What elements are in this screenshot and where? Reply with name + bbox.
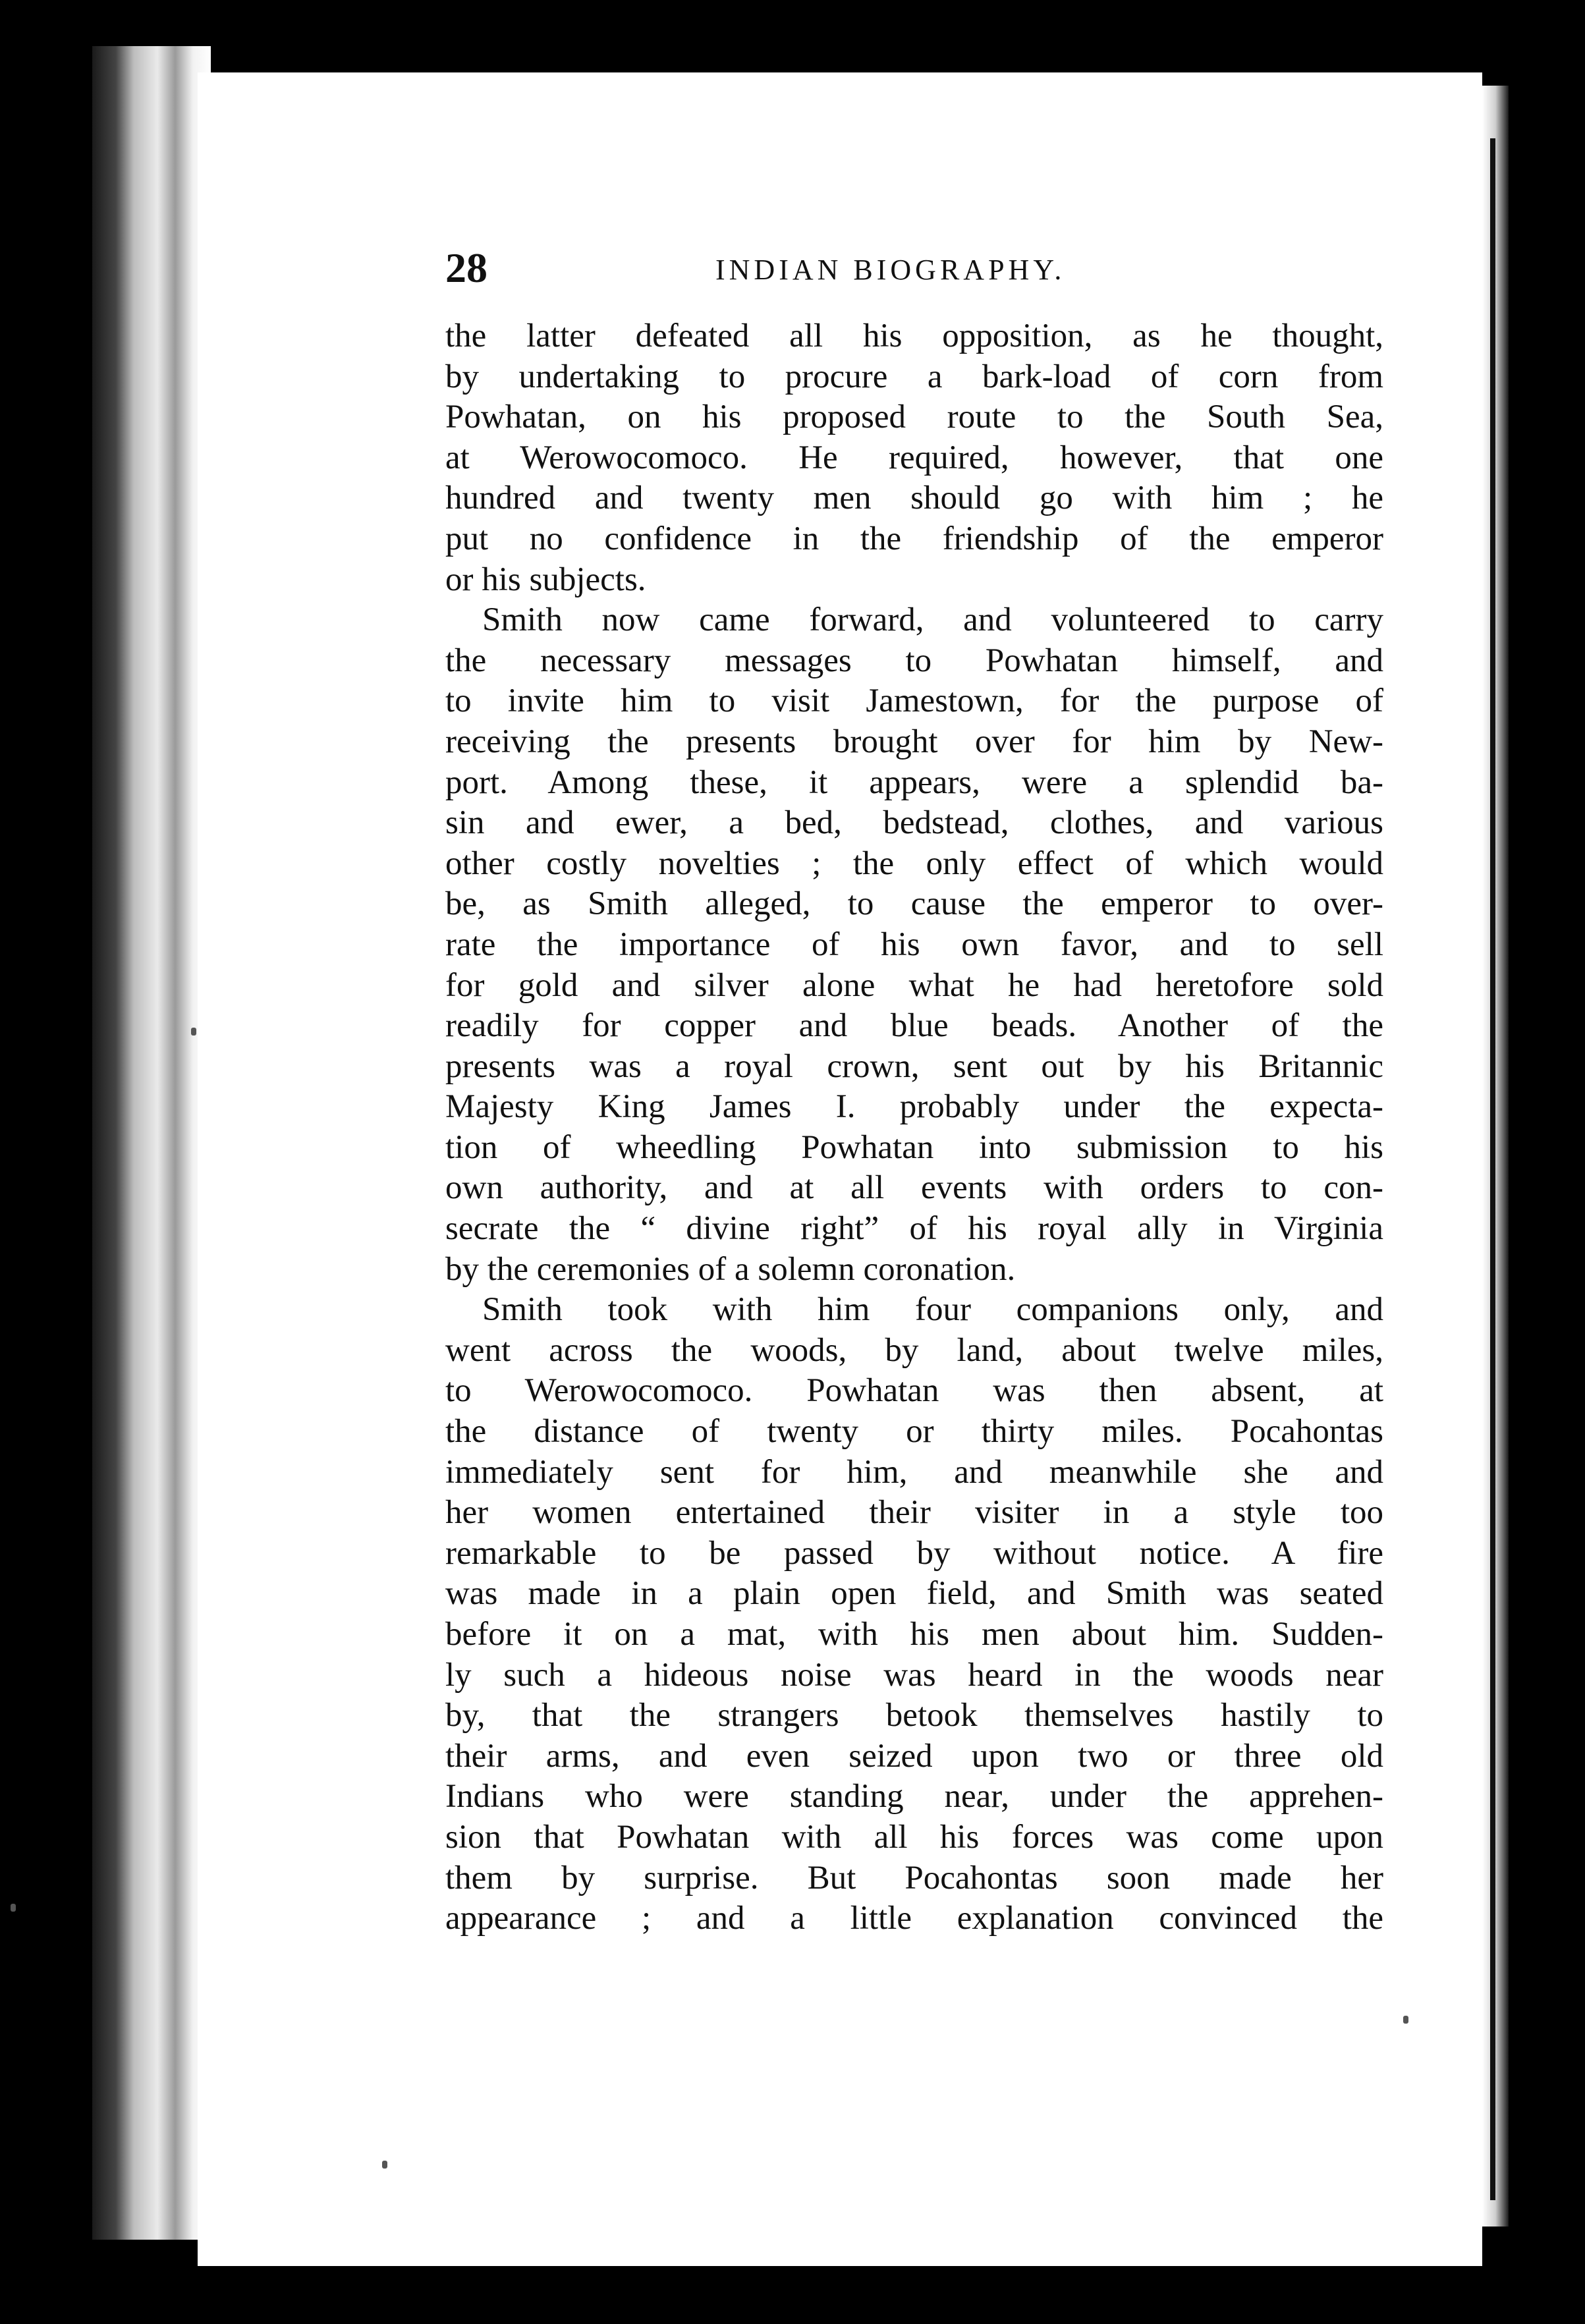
text-line: hundred and twenty men should go with him ; he [445,480,1383,517]
text-line: Indians who were standing near, under the apprehen- [445,1778,1383,1815]
text-line: ly such a hideous noise was heard in the woods near [445,1656,1383,1694]
scan-speck [11,1904,16,1912]
text-line: rate the importance of his own favor, and to sell [445,926,1383,963]
text-line: the distance of twenty or thirty miles. Pocahontas [445,1413,1383,1451]
text-line: sin and ewer, a bed, bedstead, clothes, and various [445,804,1383,842]
text-line: at Werowocomoco. He required, however, that one [445,439,1383,476]
text-line: Majesty King James I. probably under the expecta- [445,1088,1383,1126]
text-line: be, as Smith alleged, to cause the emperor to over- [445,885,1383,923]
page-edge-shadow [1490,138,1495,2200]
text-line: secrate the “ divine right” of his royal ally in Virginia [445,1210,1383,1248]
text-line: appearance ; and a little explanation convinced the [445,1900,1383,1937]
text-line: presents was a royal crown, sent out by his Britannic [445,1047,1383,1085]
scan-speck [382,2161,387,2169]
text-line: port. Among these, it appears, were a splendid ba- [445,763,1383,801]
text-line: their arms, and even seized upon two or three old [445,1737,1383,1775]
book-binding-edge [92,46,211,2240]
page-right-edge [1482,86,1509,2227]
text-line: own authority, and at all events with orders to con- [445,1169,1383,1207]
page-header [445,244,1383,296]
text-line: remarkable to be passed by without notice. A fire [445,1534,1383,1572]
text-line: her women entertained their visiter in a style too [445,1494,1383,1532]
text-line: the latter defeated all his opposition, as he thought, [445,318,1383,354]
text-line: tion of wheedling Powhatan into submission to his [445,1128,1383,1166]
text-line: immediately sent for him, and meanwhile she and [445,1453,1383,1491]
text-line: them by surprise. But Pocahontas soon made her [445,1859,1383,1896]
text-line: Smith now came forward, and volunteered to carry [482,601,1383,639]
text-line: was made in a plain open field, and Smith was seated [445,1575,1383,1613]
page-number: 28 [445,244,487,291]
text-line: the necessary messages to Powhatan himself, and [445,642,1383,679]
text-line: to invite him to visit Jamestown, for the purpose of [445,682,1383,720]
scan-speck [1403,2016,1408,2024]
body-text [445,316,1383,1939]
text-line: receiving the presents brought over for him by New- [445,723,1383,760]
text-line: put no confidence in the friendship of the emperor [445,520,1383,557]
text-line: Smith took with him four companions only, and [482,1291,1383,1329]
running-head: INDIAN BIOGRAPHY. [715,254,1066,286]
text-line: to Werowocomoco. Powhatan was then absent, at [445,1372,1383,1410]
text-line: by undertaking to procure a bark-load of corn from [445,358,1383,395]
text-line: by, that the strangers betook themselves hastily to [445,1697,1383,1734]
text-line: Powhatan, on his proposed route to the South Sea, [445,399,1383,436]
text-line: or his subjects. [445,561,646,598]
text-line: other costly novelties ; the only effect of which would [445,844,1383,882]
scan-speck [191,1028,196,1036]
text-line: by the ceremonies of a solemn coronation. [445,1250,1016,1288]
text-line: went across the woods, by land, about twelve miles, [445,1331,1383,1369]
text-line: readily for copper and blue beads. Another of the [445,1007,1383,1045]
text-line: sion that Powhatan with all his forces was come upon [445,1818,1383,1856]
text-line: before it on a mat, with his men about him. Sudden- [445,1616,1383,1653]
text-line: for gold and silver alone what he had heretofore sold [445,966,1383,1004]
